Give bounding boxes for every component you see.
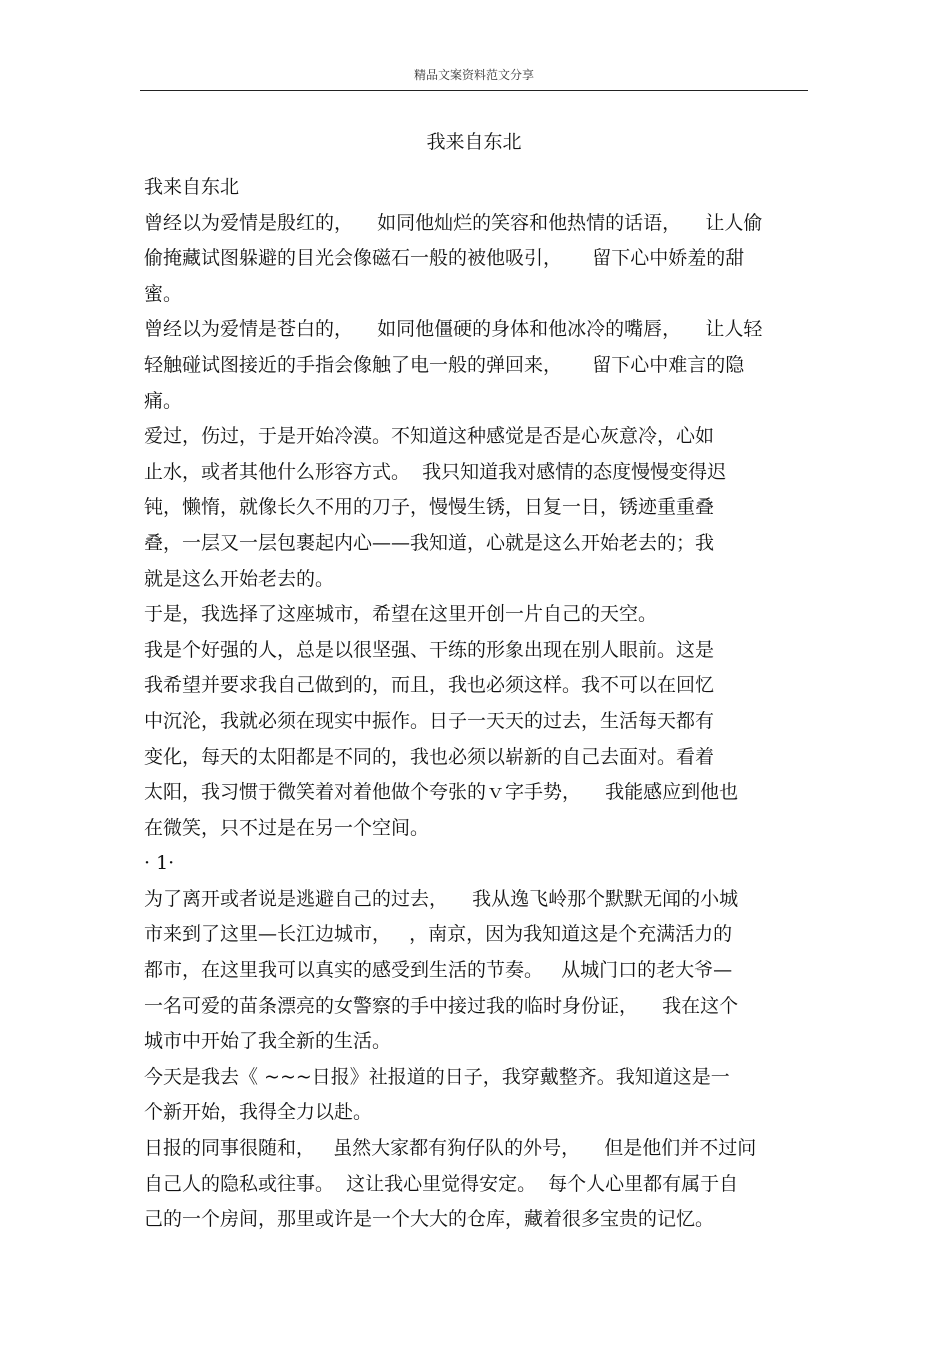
text-line: 变化，每天的太阳都是不同的，我也必须以崭新的自己去面对。看着 (144, 745, 715, 768)
text-line: 己的一个房间，那里或许是一个大大的仓库，藏着很多宝贵的记忆。 (144, 1208, 715, 1231)
page-header: 精品文案资料范文分享 (413, 68, 534, 82)
text-line: 叠，一层又一层包裹起内心——我知道，心就是这么开始老去的；我 (144, 531, 715, 554)
text-line: 痛。 (144, 389, 183, 412)
text-line: 市来到了这里—长江边城市， ，南京，因为我知道这是个充满活力的 (144, 923, 733, 946)
text-line: 都市，在这里我可以真实的感受到生活的节奏。 从城门口的老大爷— (144, 959, 733, 982)
text-line: 曾经以为爱情是殷红的， 如同他灿烂的笑容和他热情的话语， 让人偷 (144, 211, 763, 234)
text-line: 城市中开始了我全新的生活。 (144, 1030, 392, 1053)
text-line: 我来自东北 (144, 176, 240, 198)
text-line: · 1· (144, 852, 175, 875)
text-line: 就是这么开始老去的。 (144, 567, 335, 590)
text-line: 止水，或者其他什么形容方式。 我只知道我对感情的态度慢慢变得迟 (144, 460, 727, 483)
text-line: 在微笑，只不过是在另一个空间。 (144, 816, 430, 839)
text-line: 我希望并要求我自己做到的，而且，我也必须这样。我不可以在回忆 (144, 674, 715, 697)
text-line: 轻触碰试图接近的手指会像触了电一般的弹回来， 留下心中难言的隐 (144, 353, 745, 376)
text-line: 曾经以为爱情是苍白的， 如同他僵硬的身体和他冰冷的嘴唇， 让人轻 (144, 318, 763, 341)
text-line: 钝，懒惰，就像长久不用的刀子，慢慢生锈，日复一日，锈迹重重叠 (144, 496, 715, 519)
document-title: 我来自东北 (426, 131, 522, 153)
text-line: 今天是我去《 ~~~日报》社报道的日子，我穿戴整齐。我知道这是一 (144, 1065, 730, 1088)
text-line: 个新开始，我得全力以赴。 (144, 1101, 373, 1124)
document-body (144, 170, 808, 1238)
text-line: 太阳，我习惯于微笑着对着他做个夸张的ｖ字手势， 我能感应到他也 (144, 781, 739, 804)
text-line: 一名可爱的苗条漂亮的女警察的手中接过我的临时身份证， 我在这个 (144, 994, 739, 1017)
text-line: 自己人的隐私或往事。 这让我心里觉得安定。 每个人心里都有属于自 (144, 1172, 739, 1195)
text-line: 爱过，伤过，于是开始冷漠。不知道这种感觉是否是心灰意冷，心如 (144, 425, 715, 448)
text-line: 为了离开或者说是逃避自己的过去， 我从逸飞岭那个默默无闻的小城 (144, 887, 739, 910)
text-line: 于是，我选择了这座城市，希望在这里开创一片自己的天空。 (144, 603, 658, 626)
text-line: 日报的同事很随和， 虽然大家都有狗仔队的外号， 但是他们并不过问 (144, 1137, 757, 1160)
text-line: 中沉沦，我就必须在现实中振作。日子一天天的过去，生活每天都有 (144, 709, 715, 732)
text-line: 偷掩藏试图躲避的目光会像磁石一般的被他吸引， 留下心中娇羞的甜 (144, 247, 745, 270)
header-divider (140, 90, 808, 91)
text-line: 蜜。 (144, 282, 183, 305)
text-line: 我是个好强的人，总是以很坚强、干练的形象出现在别人眼前。这是 (144, 638, 715, 661)
